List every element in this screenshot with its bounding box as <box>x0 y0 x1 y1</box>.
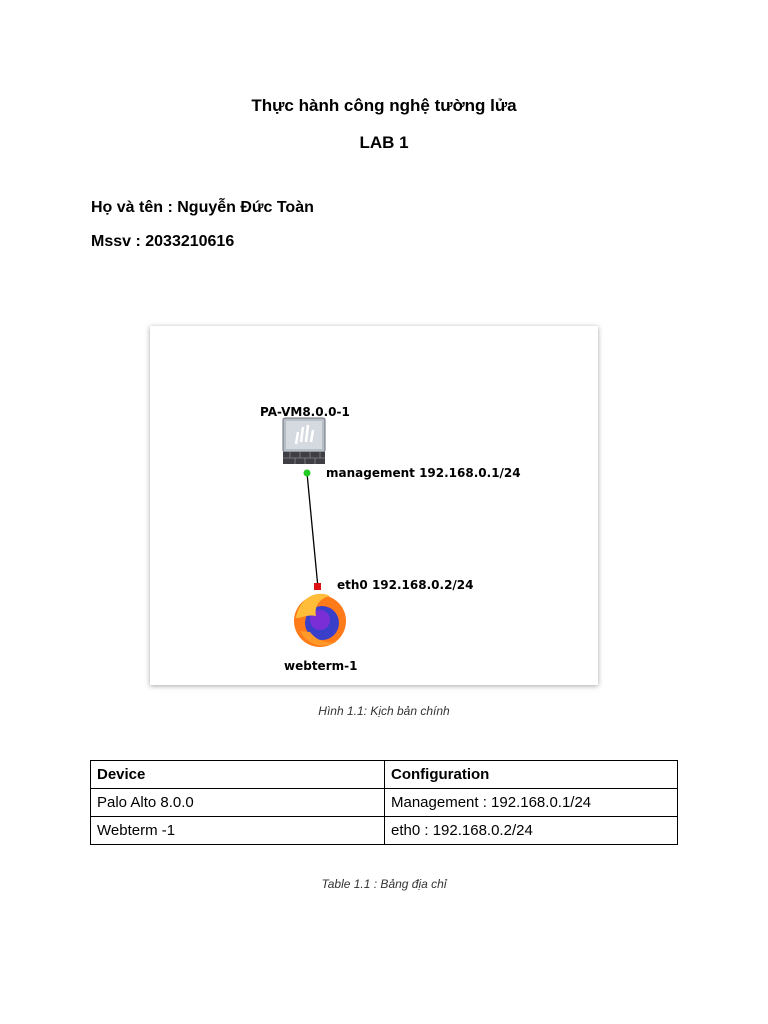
topology-diagram <box>150 326 598 685</box>
webterm-firefox-icon <box>294 594 346 647</box>
firewall-label: PA-VM8.0.0-1 <box>260 405 350 419</box>
table-header-row <box>91 761 678 789</box>
figure-caption: Hình 1.1: Kịch bản chính <box>318 704 450 718</box>
table-cell: eth0 : 192.168.0.2/24 <box>385 817 678 845</box>
webterm-label: webterm-1 <box>284 659 358 673</box>
table-row <box>91 817 678 845</box>
lab-number: LAB 1 <box>359 133 409 152</box>
table-caption: Table 1.1 : Bảng địa chỉ <box>321 877 447 891</box>
management-interface-label: management 192.168.0.1/24 <box>326 466 521 480</box>
network-link <box>307 473 318 588</box>
student-name: Họ và tên : Nguyễn Đức Toàn <box>91 199 314 216</box>
eth0-port-indicator <box>314 583 321 590</box>
header-configuration: Configuration <box>385 761 678 789</box>
topology-figure <box>150 326 598 685</box>
address-table <box>90 760 678 845</box>
document-title: Thực hành công nghệ tường lửa <box>251 96 517 115</box>
table-row <box>91 789 678 817</box>
management-port-indicator <box>304 470 311 477</box>
table-cell: Management : 192.168.0.1/24 <box>385 789 678 817</box>
header-device: Device <box>91 761 385 789</box>
firewall-icon <box>283 418 325 464</box>
student-id: Mssv : 2033210616 <box>91 233 235 250</box>
table-cell: Webterm -1 <box>91 817 385 845</box>
eth0-interface-label: eth0 192.168.0.2/24 <box>337 578 474 592</box>
table-cell: Palo Alto 8.0.0 <box>91 789 385 817</box>
